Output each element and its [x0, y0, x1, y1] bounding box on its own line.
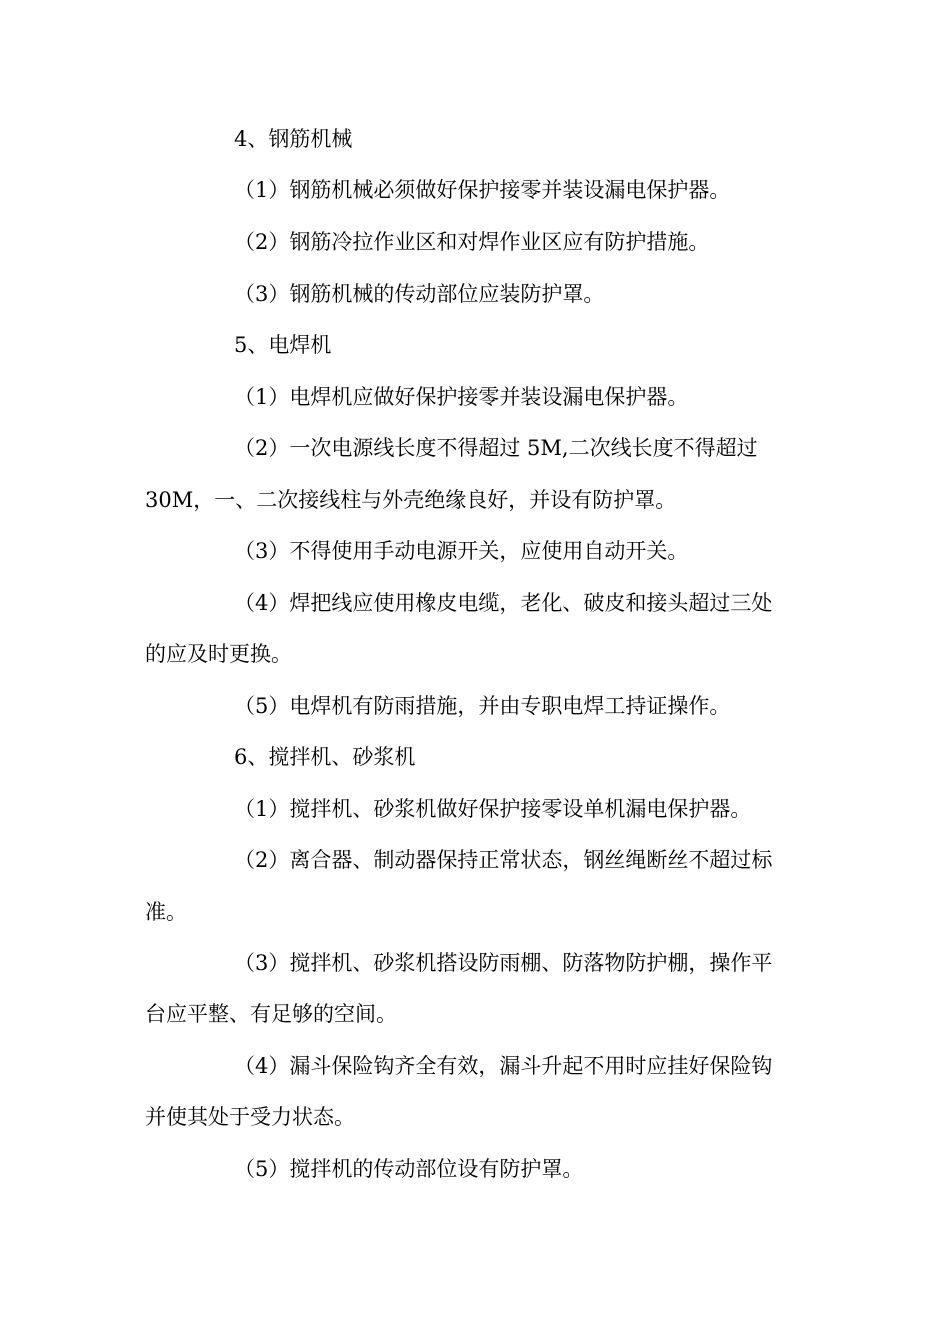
- paragraph-line: （3）不得使用手动电源开关，应使用自动开关。: [234, 539, 689, 563]
- paragraph-line: 的应及时更换。: [145, 642, 292, 666]
- paragraph-line: （1）电焊机应做好保护接零并装设漏电保护器。: [234, 385, 689, 409]
- paragraph-line: 30M，一、二次接线柱与外壳绝缘良好，并设有防护罩。: [145, 488, 677, 512]
- paragraph-line: （2）一次电源线长度不得超过 5M,二次线长度不得超过: [234, 436, 758, 460]
- paragraph-line: 台应平整、有足够的空间。: [145, 1002, 397, 1026]
- section-heading-mixer: 6、搅拌机、砂浆机: [234, 745, 416, 769]
- paragraph-line: 准。: [145, 900, 187, 924]
- paragraph-line: （1）搅拌机、砂浆机做好保护接零设单机漏电保护器。: [234, 797, 752, 821]
- section-heading-rebar-machinery: 4、钢筋机械: [234, 127, 353, 151]
- paragraph-line: （2）离合器、制动器保持正常状态，钢丝绳断丝不超过标: [234, 848, 773, 872]
- paragraph-line: （2）钢筋冷拉作业区和对焊作业区应有防护措施。: [234, 230, 710, 254]
- paragraph-line: （3）钢筋机械的传动部位应装防护罩。: [234, 282, 605, 306]
- paragraph-line: 并使其处于受力状态。: [145, 1105, 355, 1129]
- paragraph-line: （5）搅拌机的传动部位设有防护罩。: [234, 1157, 584, 1181]
- paragraph-line: （4）焊把线应使用橡皮电缆，老化、破皮和接头超过三处: [234, 591, 773, 615]
- paragraph-line: （1）钢筋机械必须做好保护接零并装设漏电保护器。: [234, 178, 731, 202]
- paragraph-line: （5）电焊机有防雨措施，并由专职电焊工持证操作。: [234, 694, 731, 718]
- section-heading-electric-welder: 5、电焊机: [234, 333, 332, 357]
- paragraph-line: （4）漏斗保险钩齐全有效，漏斗升起不用时应挂好保险钩: [234, 1054, 773, 1078]
- paragraph-line: （3）搅拌机、砂浆机搭设防雨棚、防落物防护棚，操作平: [234, 951, 773, 975]
